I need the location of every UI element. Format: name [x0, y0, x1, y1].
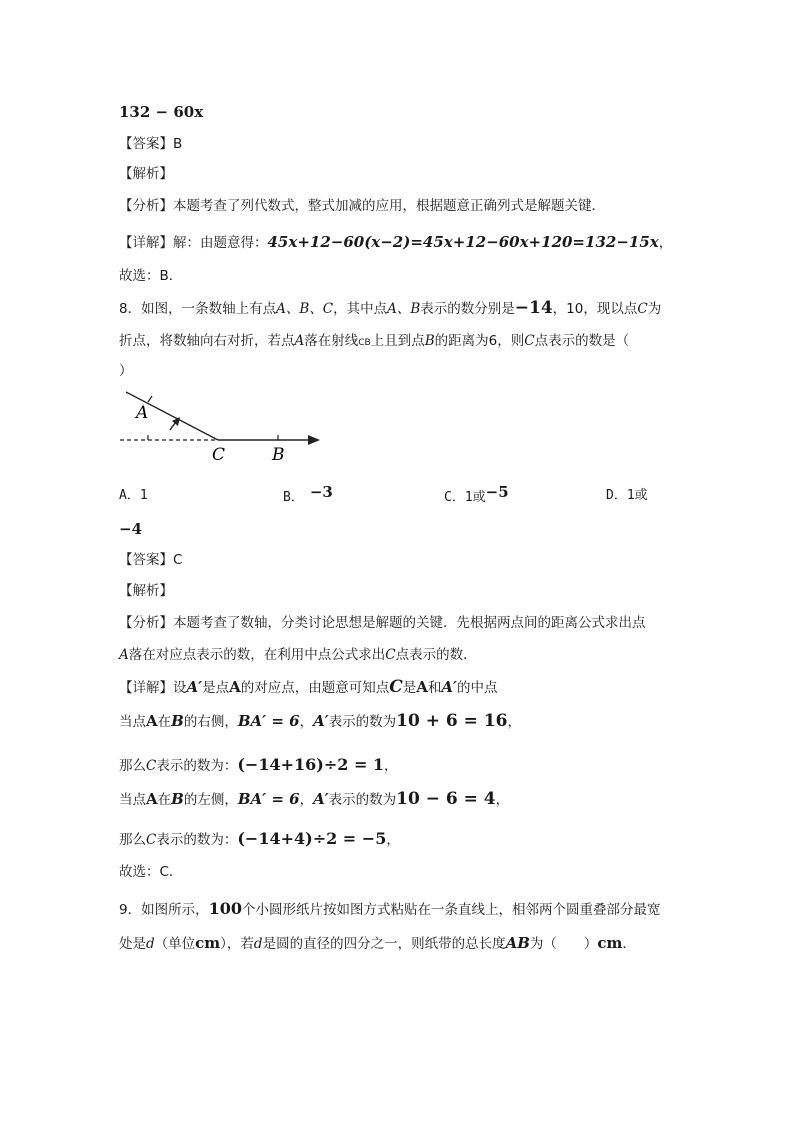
- q8-choose: 故选：C．: [119, 864, 183, 880]
- option-d-value: −4: [119, 520, 143, 538]
- label-a: A: [136, 403, 149, 423]
- q8-then2: 那么C表示的数为：(−14+4)÷2 = −5，: [119, 829, 400, 848]
- prev-fenxi: 【分析】本题考查了列代数式，整式加减的应用，根据题意正确列式是解题关键．: [119, 198, 605, 214]
- prev-option-d: 132 − 60x: [119, 103, 204, 121]
- q8-answer: 【答案】C: [119, 552, 183, 568]
- q8-case2: 当点A在B的左侧，BA′ = 6，A′表示的数为10 − 6 = 4，: [119, 789, 510, 809]
- option-b[interactable]: B． −3: [283, 483, 333, 505]
- q8-fenxi-line1: 【分析】本题考查了数轴，分类讨论思想是解题的关键．先根据两点间的距离公式求出点: [119, 615, 646, 631]
- q8-stem-line3: ）: [119, 363, 133, 379]
- option-a[interactable]: A．1: [119, 488, 148, 503]
- q8-xiangjie: 【详解】设A′是点A的对应点，由题意可知点C是A和A′的中点: [119, 677, 498, 697]
- ray-tick-a: [148, 396, 152, 402]
- q8-case1: 当点A在B的右侧，BA′ = 6，A′表示的数为10 + 6 = 16，: [119, 711, 521, 731]
- q9-stem-line2: 处是d（单位cm），若d是圆的直径的四分之一，则纸带的总长度AB为（ ）cm．: [119, 934, 636, 952]
- option-c[interactable]: C．1或−5: [444, 483, 509, 505]
- prev-analysis: 【解析】: [119, 166, 173, 182]
- prev-xiangjie: 【详解】解：由题意得：45x+12−60(x−2)=45x+12−60x+120=132−15x，: [119, 233, 673, 251]
- q8-stem-line2: 折点，将数轴向右对折，若点A落在射线CB上且到点B的距离为6，则C点表示的数是（: [119, 333, 630, 349]
- q8-analysis: 【解析】: [119, 583, 173, 599]
- label-c: C: [212, 445, 226, 465]
- q9-stem-line1: 9．如图所示，100个小圆形纸片按如图方式粘贴在一条直线上，相邻两个圆重叠部分最宽: [119, 899, 661, 918]
- prev-choose: 故选：B．: [119, 268, 183, 284]
- axis-arrow-head: [308, 435, 320, 445]
- q8-stem-line1: 8．如图，一条数轴上有点A、B、C，其中点A、B表示的数分别是−14，10，现以点C为: [119, 298, 662, 318]
- q8-fenxi-line2: A落在对应点表示的数，在利用中点公式求出C点表示的数．: [119, 647, 477, 663]
- label-b: B: [272, 445, 285, 465]
- prev-answer: 【答案】B: [119, 136, 183, 152]
- q8-then1: 那么C表示的数为：(−14+16)÷2 = 1，: [119, 755, 398, 774]
- number-line-figure: [112, 386, 332, 466]
- option-d[interactable]: D．1或: [606, 488, 648, 503]
